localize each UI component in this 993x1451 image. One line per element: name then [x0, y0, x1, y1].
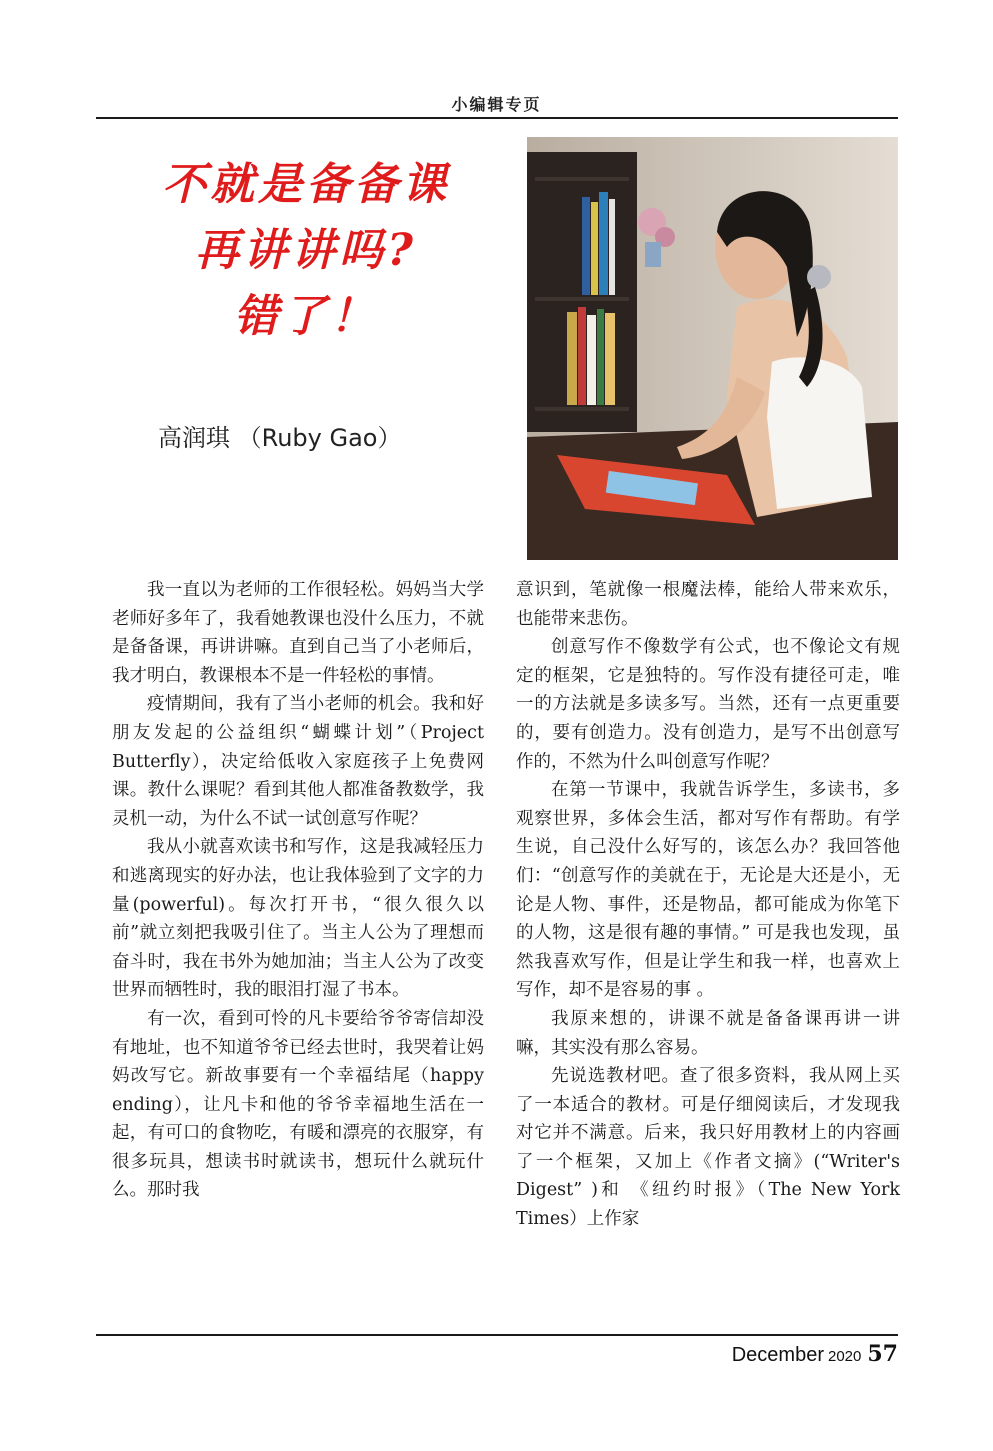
paragraph: 创意写作不像数学有公式，也不像论文有规定的框架，它是独特的。写作没有捷径可走，唯一的方法就是多读多写。当然，还有一点更重要的，要有创造力。没有创造力，是写不出创意写作的，不然为什么叫创意写作呢？: [516, 637, 900, 772]
article-photo: [527, 137, 898, 560]
right-column: [516, 576, 900, 1234]
footer-year: 2020: [828, 1348, 862, 1365]
left-column: [112, 576, 484, 1205]
paragraph: 我一直以为老师的工作很轻松。妈妈当大学老师好多年了，我看她教课也没什么压力，不就是备备课，再讲讲嘛。直到自己当了小老师后，我才明白，教课根本不是一件轻松的事情。: [112, 580, 484, 686]
paragraph: 有一次，看到可怜的凡卡要给爷爷寄信却没有地址，也不知道爷爷已经去世时，我哭着让妈妈改写它。新故事要有一个幸福结尾（happy ending），让凡卡和他的爷爷幸福地生活在一起，有可口的食物吃，有暖和漂亮的衣服穿，有很多玩具，想读书时就读书，想玩什么就玩什么。那时我: [112, 1008, 484, 1201]
page-number: 57: [867, 1341, 898, 1367]
section-label: 小编辑专页: [451, 95, 542, 114]
title-line-3: 错了！: [234, 291, 378, 342]
paragraph: 疫情期间，我有了当小老师的机会。我和好朋友发起的公益组织“蝴蝶计划”（Project Butterfly），决定给低收入家庭孩子上免费网课。教什么课呢？看到其他人都准备教数学，我灵机一动，为什么不试一试创意写作呢？: [112, 694, 484, 829]
paragraph: 我从小就喜欢读书和写作，这是我减轻压力和逃离现实的好办法，也让我体验到了文字的力量(powerful)。每次打开书，“很久很久以前”就立刻把我吸引住了。当主人公为了理想而奋斗时，我在书外为她加油；当主人公为了改变世界而牺牲时，我的眼泪打湿了书本。: [112, 837, 484, 1001]
photo-girl-writing-at-desk-icon: [527, 137, 898, 560]
article-title: [96, 152, 516, 350]
footer-month: December: [731, 1344, 824, 1366]
bottom-rule: [96, 1334, 898, 1336]
paragraph-continuation: 意识到，笔就像一根魔法棒，能给人带来欢乐，也能带来悲伤。: [516, 580, 900, 629]
author-byline: 高润琪 （Ruby Gao）: [158, 424, 402, 452]
paragraph: 先说选教材吧。查了很多资料，我从网上买了一本适合的教材。可是仔细阅读后，才发现我对它并不满意。后来，我只好用教材上的内容画了一个框架，又加上《作者文摘》(“Writer's Digest” )和 《纽约时报》（The New York Times）上作家: [516, 1066, 900, 1230]
paragraph: 在第一节课中，我就告诉学生，多读书，多观察世界，多体会生活，都对写作有帮助。有学生说，自己没什么好写的，该怎么办？我回答他们：“创意写作的美就在于，无论是大还是小，无论是人物、事件，还是物品，都可能成为你笔下的人物，这是很有趣的事情。” 可是我也发现，虽然我喜欢写作，但是让学生和我一样，也喜欢上写作，却不是容易的事 。: [516, 780, 900, 1001]
title-line-2: 再讲讲吗?: [195, 225, 417, 276]
top-rule: [96, 117, 898, 119]
title-line-1: 不就是备备课: [162, 159, 450, 210]
paragraph: 我原来想的，讲课不就是备备课再讲一讲嘛，其实没有那么容易。: [516, 1008, 900, 1058]
page-footer: [732, 1341, 898, 1367]
